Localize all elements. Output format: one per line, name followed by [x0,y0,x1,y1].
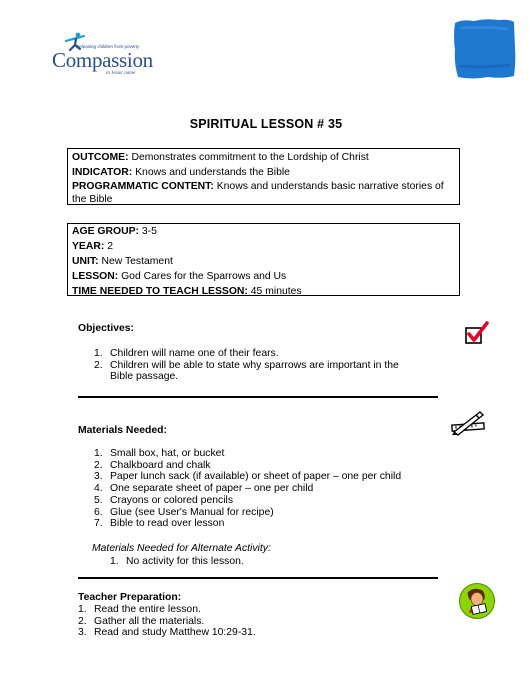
indicator-label: INDICATOR: [72,167,133,178]
lesson-title: SPIRITUAL LESSON # 35 [189,117,343,131]
unit-label: UNIT: [72,256,99,267]
outcome-box [67,148,460,205]
list-item: 2. Gather all the materials. [78,615,205,627]
list-item: 1. Children will name one of their fears. [94,348,279,359]
unit-row [72,254,455,269]
lesson-label: LESSON: [72,271,119,282]
list-item: 1. No activity for this lesson. [110,556,244,567]
lesson-row [72,269,455,284]
outcome-value: Demonstrates commitment to the Lordship of Christ [131,152,369,163]
year-value: 2 [107,241,114,252]
materials-heading: Materials Needed: [78,425,167,436]
list-item: 3. Paper lunch sack (if available) or sheet of paper – one per child [94,471,402,483]
age-label: AGE GROUP: [72,226,139,237]
unit-value: New Testament [101,256,173,267]
time-value: 45 minutes [250,286,302,297]
list-item: 2. Children will be able to state why sparrows are important in the Bible passage. [94,359,399,383]
year-label: YEAR: [72,241,105,252]
age-value: 3-5 [141,226,157,237]
objectives-list [94,348,424,383]
indicator-row [72,165,455,180]
logo-subline: in Jesus' name [106,71,136,76]
logo-wordmark: Compassion [52,48,153,72]
alt-materials-list [110,556,410,568]
lesson-value: God Cares for the Sparrows and Us [121,271,287,282]
list-item: 4. One separate sheet of paper – one per child [94,483,314,495]
objectives-heading: Objectives: [78,323,135,334]
materials-list [94,448,424,530]
outcome-label: OUTCOME: [72,152,129,163]
list-item: 3. Read and study Matthew 10:29-31. [78,627,256,639]
lesson-info-box [67,223,460,296]
section-divider [78,396,438,398]
checkbox-check-icon [464,320,490,346]
list-item: 6. Glue (see User's Manual for recipe) [94,506,274,518]
list-item: 1. Small box, hat, or bucket [94,448,225,459]
time-label: TIME NEEDED TO TEACH LESSON: [72,286,248,297]
year-row [72,239,455,254]
pencil-ruler-icon [450,408,486,436]
time-row [72,284,455,299]
programmatic-label: PROGRAMMATIC CONTENT: [72,181,214,192]
list-item: 5. Crayons or colored pencils [94,494,234,506]
indicator-value: Knows and understands the Bible [135,167,290,178]
alt-materials-heading: Materials Needed for Alternate Activity: [92,543,271,554]
logo-tagline: Releasing children from poverty [76,44,140,49]
list-item: 1. Read the entire lesson. [78,604,201,615]
teacher-reading-icon [458,582,496,620]
compassion-logo [52,34,164,78]
programmatic-value: Knows and understands basic narrative stories of the Bible [72,181,444,205]
age-row [72,224,455,239]
blue-brush-block [452,18,516,80]
teacher-prep-list [78,604,418,639]
list-item: 2. Chalkboard and chalk [94,459,211,471]
outcome-row [72,150,455,165]
list-item: 7. Bible to read over lesson [94,518,225,530]
programmatic-row [72,180,455,206]
teacher-prep-heading: Teacher Preparation: [78,592,182,603]
section-divider [78,577,438,579]
